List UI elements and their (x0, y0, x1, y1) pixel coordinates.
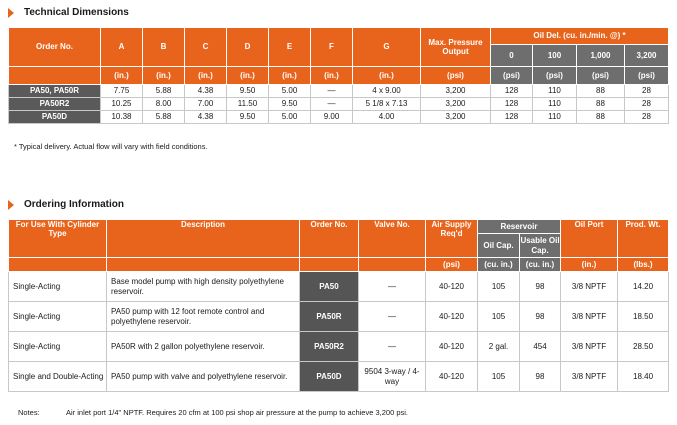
value-cell: — (311, 85, 353, 98)
table-row (9, 98, 669, 111)
header-order-no: Order No. (9, 28, 101, 67)
air-supply-cell: 40-120 (426, 272, 478, 302)
header-usable-oil-cap: Usable Oil Cap. (520, 234, 561, 258)
prod-wt-cell: 28.50 (618, 332, 669, 362)
ordering-information-table (8, 219, 669, 392)
usable-oil-cap-cell: 98 (520, 362, 561, 392)
value-cell: 7.75 (101, 85, 143, 98)
value-cell: 110 (533, 111, 577, 124)
value-cell: 28 (625, 85, 669, 98)
unit-cell: (in.) (143, 67, 185, 85)
header-reservoir: Reservoir (478, 220, 561, 234)
value-cell: 4.38 (185, 111, 227, 124)
value-cell: 10.38 (101, 111, 143, 124)
header-prod-wt: Prod. Wt. (618, 220, 669, 258)
value-cell: 9.00 (311, 111, 353, 124)
header-cylinder-type: For Use With Cylinder Type (9, 220, 107, 258)
header-max-pressure: Max. Pressure Output (421, 28, 491, 67)
cylinder-type-cell: Single-Acting (9, 272, 107, 302)
table-row (9, 111, 669, 124)
header-oil-3200: 3,200 (625, 45, 669, 67)
usable-oil-cap-cell: 454 (520, 332, 561, 362)
value-cell: 4.00 (353, 111, 421, 124)
value-cell: 11.50 (227, 98, 269, 111)
notes-label: Notes: (18, 408, 40, 417)
value-cell: 7.00 (185, 98, 227, 111)
header-dim-c: C (185, 28, 227, 67)
usable-oil-cap-cell: 98 (520, 302, 561, 332)
table-row (9, 302, 669, 332)
value-cell: 4.38 (185, 85, 227, 98)
header-oil-100: 100 (533, 45, 577, 67)
air-supply-cell: 40-120 (426, 302, 478, 332)
table-row (9, 272, 669, 302)
header-oil-cap: Oil Cap. (478, 234, 520, 258)
table-row (9, 362, 669, 392)
header-dim-a: A (101, 28, 143, 67)
value-cell: 4 x 9.00 (353, 85, 421, 98)
value-cell: 3,200 (421, 98, 491, 111)
cylinder-type-cell: Single and Double-Acting (9, 362, 107, 392)
header-oil-port: Oil Port (561, 220, 618, 258)
header-order-no: Order No. (300, 220, 359, 258)
value-cell: 128 (491, 111, 533, 124)
valve-no-cell: — (359, 332, 426, 362)
description-cell: PA50R with 2 gallon polyethylene reservoir. (107, 332, 300, 362)
valve-no-cell: 9504 3-way / 4-way (359, 362, 426, 392)
table-row (9, 85, 669, 98)
value-cell: 88 (577, 111, 625, 124)
unit-cell: (in.) (101, 67, 143, 85)
header-description: Description (107, 220, 300, 258)
value-cell: 9.50 (269, 98, 311, 111)
section-title-ordering (8, 199, 124, 210)
unit-blank (300, 258, 359, 272)
prod-wt-cell: 14.20 (618, 272, 669, 302)
unit-cell: (in.) (311, 67, 353, 85)
cylinder-type-cell: Single-Acting (9, 332, 107, 362)
model-cell: PA50, PA50R (9, 85, 101, 98)
unit-cell: (in.) (269, 67, 311, 85)
value-cell: 9.50 (227, 85, 269, 98)
ordering-information-title: Ordering Information (24, 199, 124, 210)
notes-text: Air inlet port 1/4" NPTF. Requires 20 cfm at 100 psi shop air pressure at the pump to achieve 3,200 psi. (66, 408, 409, 417)
unit-blank (9, 258, 107, 272)
model-cell: PA50D (9, 111, 101, 124)
air-supply-cell: 40-120 (426, 362, 478, 392)
header-oil-0: 0 (491, 45, 533, 67)
unit-cell: (cu. in.) (478, 258, 520, 272)
description-cell: PA50 pump with valve and polyethylene reservoir. (107, 362, 300, 392)
unit-cell: (psi) (491, 67, 533, 85)
order-no-cell: PA50D (300, 362, 359, 392)
oil-cap-cell: 2 gal. (478, 332, 520, 362)
value-cell: 5.00 (269, 85, 311, 98)
arrow-bullet-icon (8, 200, 14, 210)
unit-cell: (psi) (421, 67, 491, 85)
value-cell: 8.00 (143, 98, 185, 111)
oil-cap-cell: 105 (478, 302, 520, 332)
order-no-cell: PA50R (300, 302, 359, 332)
prod-wt-cell: 18.40 (618, 362, 669, 392)
valve-no-cell: — (359, 272, 426, 302)
header-dim-d: D (227, 28, 269, 67)
cylinder-type-cell: Single-Acting (9, 302, 107, 332)
unit-cell: (psi) (577, 67, 625, 85)
valve-no-cell: — (359, 302, 426, 332)
value-cell: 5.88 (143, 85, 185, 98)
value-cell: 5.00 (269, 111, 311, 124)
technical-dimensions-title: Technical Dimensions (24, 7, 129, 18)
unit-cell: (in.) (353, 67, 421, 85)
arrow-bullet-icon (8, 8, 14, 18)
header-oil-delivery: Oil Del. (cu. in./min. @) * (491, 28, 669, 45)
value-cell: 128 (491, 98, 533, 111)
oil-port-cell: 3/8 NPTF (561, 362, 618, 392)
value-cell: 9.50 (227, 111, 269, 124)
table-row (9, 332, 669, 362)
value-cell: 28 (625, 111, 669, 124)
value-cell: 10.25 (101, 98, 143, 111)
value-cell: 88 (577, 85, 625, 98)
value-cell: 28 (625, 98, 669, 111)
value-cell: 3,200 (421, 111, 491, 124)
header-valve-no: Valve No. (359, 220, 426, 258)
value-cell: 5 1/8 x 7.13 (353, 98, 421, 111)
unit-blank (359, 258, 426, 272)
value-cell: — (311, 98, 353, 111)
header-dim-f: F (311, 28, 353, 67)
section-title-technical (8, 7, 129, 18)
unit-cell: (psi) (625, 67, 669, 85)
unit-cell: (cu. in.) (520, 258, 561, 272)
typical-delivery-note: * Typical delivery. Actual flow will vary with field conditions. (14, 142, 208, 151)
description-cell: Base model pump with high density polyethylene reservoir. (107, 272, 300, 302)
header-dim-b: B (143, 28, 185, 67)
value-cell: 128 (491, 85, 533, 98)
unit-blank (9, 67, 101, 85)
description-cell: PA50 pump with 12 foot remote control and polyethylene reservoir. (107, 302, 300, 332)
unit-cell: (in.) (561, 258, 618, 272)
oil-port-cell: 3/8 NPTF (561, 332, 618, 362)
technical-dimensions-table (8, 27, 669, 124)
unit-cell: (in.) (185, 67, 227, 85)
oil-port-cell: 3/8 NPTF (561, 302, 618, 332)
order-no-cell: PA50 (300, 272, 359, 302)
oil-cap-cell: 105 (478, 362, 520, 392)
unit-cell: (lbs.) (618, 258, 669, 272)
header-dim-g: G (353, 28, 421, 67)
prod-wt-cell: 18.50 (618, 302, 669, 332)
usable-oil-cap-cell: 98 (520, 272, 561, 302)
value-cell: 110 (533, 85, 577, 98)
header-air-supply: Air Supply Req'd (426, 220, 478, 258)
unit-blank (107, 258, 300, 272)
oil-cap-cell: 105 (478, 272, 520, 302)
value-cell: 5.88 (143, 111, 185, 124)
unit-cell: (psi) (426, 258, 478, 272)
model-cell: PA50R2 (9, 98, 101, 111)
unit-cell: (in.) (227, 67, 269, 85)
value-cell: 110 (533, 98, 577, 111)
value-cell: 3,200 (421, 85, 491, 98)
oil-port-cell: 3/8 NPTF (561, 272, 618, 302)
unit-cell: (psi) (533, 67, 577, 85)
header-dim-e: E (269, 28, 311, 67)
order-no-cell: PA50R2 (300, 332, 359, 362)
air-supply-cell: 40-120 (426, 332, 478, 362)
header-oil-1000: 1,000 (577, 45, 625, 67)
value-cell: 88 (577, 98, 625, 111)
